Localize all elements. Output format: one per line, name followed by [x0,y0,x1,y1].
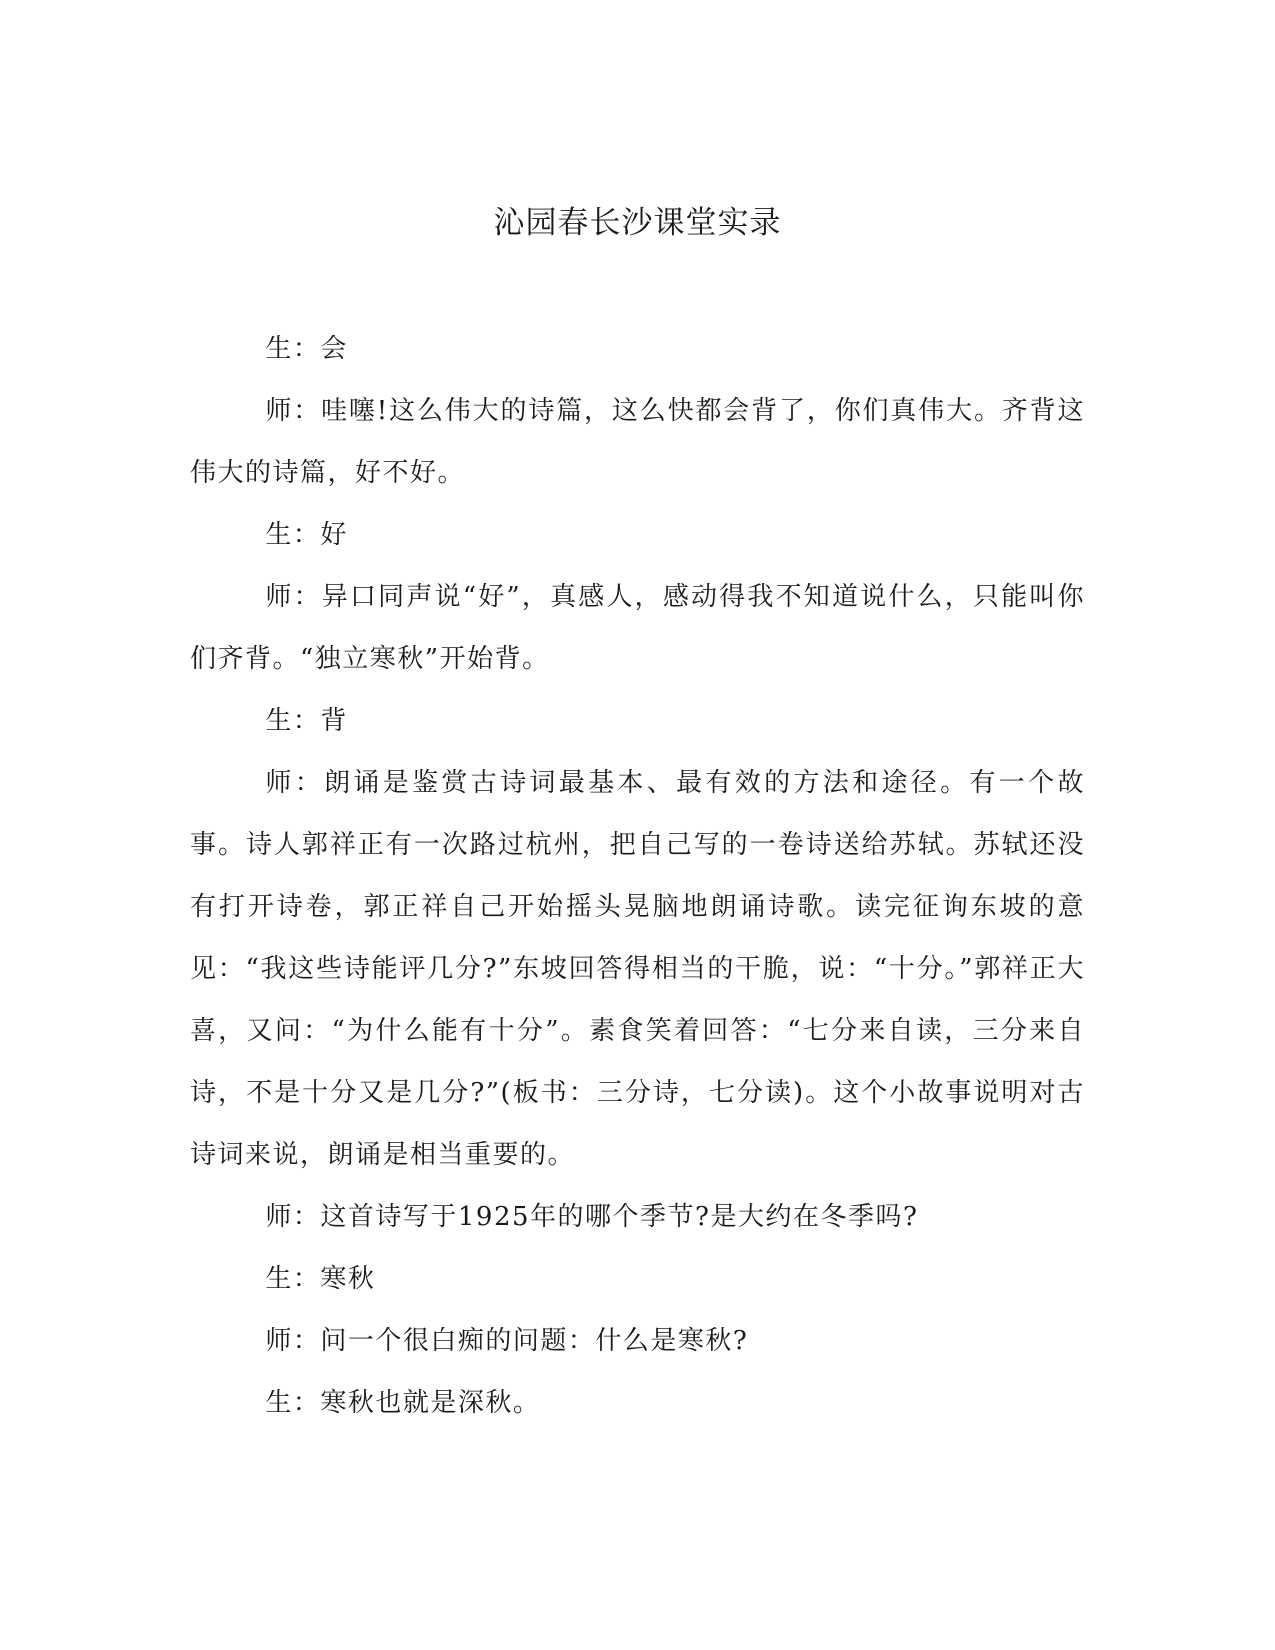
paragraph-6: 师：朗诵是鉴赏古诗词最基本、最有效的方法和途径。有一个故事。诗人郭祥正有一次路过杭州，把自己写的一卷诗送给苏轼。苏轼还没有打开诗卷，郭正祥自己开始摇头晃脑地朗诵诗歌。读完征询东坡的意见：“我这些诗能评几分?”东坡回答得相当的干脆，说：“十分。”郭祥正大喜，又问：“为什么能有十分”。素食笑着回答：“七分来自读，三分来自诗，不是十分又是几分?”(板书：三分诗，七分读)。这个小故事说明对古诗词来说，朗诵是相当重要的。 [190,768,1085,1170]
paragraph-2: 师：哇噻!这么伟大的诗篇，这么快都会背了，你们真伟大。齐背这伟大的诗篇，好不好。 [190,396,1085,488]
document-body [190,318,1085,1434]
paragraph-1: 生：会 [265,334,348,364]
paragraph-9: 师：问一个很白痴的问题：什么是寒秋? [265,1326,749,1356]
paragraph-5: 生：背 [265,706,348,736]
page-title: 沁园春长沙课堂实录 [493,205,782,241]
paragraph-7: 师：这首诗写于1925年的哪个季节?是大约在冬季吗? [265,1202,919,1232]
paragraph-10: 生：寒秋也就是深秋。 [265,1388,541,1418]
paragraph-4: 师：异口同声说“好”，真感人，感动得我不知道说什么，只能叫你们齐背。“独立寒秋”开始背。 [190,582,1085,674]
paragraph-8: 生：寒秋 [265,1264,376,1294]
paragraph-3: 生：好 [265,520,348,550]
